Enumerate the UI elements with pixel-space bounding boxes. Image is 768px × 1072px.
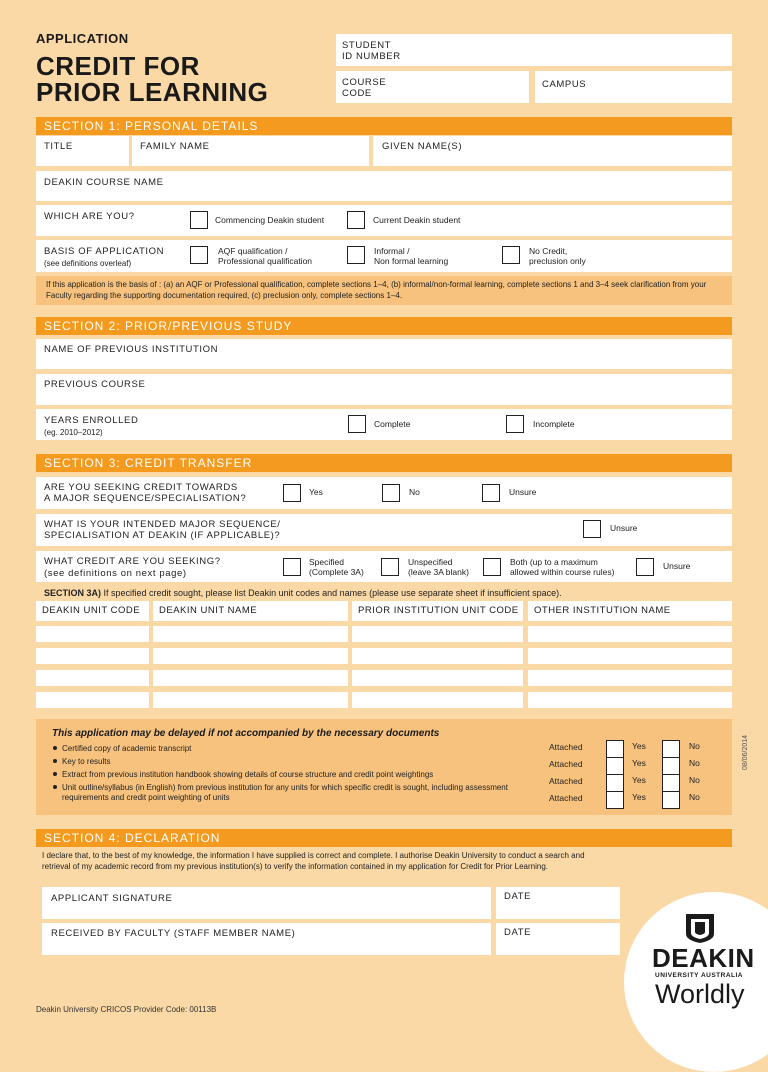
unit-table-cell[interactable]: [528, 670, 732, 686]
both-checkbox[interactable]: [483, 558, 501, 576]
bullet-icon: [53, 746, 57, 750]
q1-label: ARE YOU SEEKING CREDIT TOWARDS A MAJOR SEQUENCE/SPECIALISATION?: [44, 482, 247, 504]
doc-item-transcript: Certified copy of academic transcript: [62, 744, 192, 753]
date-label: DATE: [504, 891, 532, 902]
unspecified-checkbox[interactable]: [381, 558, 399, 576]
attached-label: Attached: [549, 793, 583, 803]
course-code-label: COURSE CODE: [342, 77, 387, 99]
unit-table-cell[interactable]: [352, 692, 523, 708]
logo-tagline: Worldly: [655, 979, 745, 1009]
date-field-2[interactable]: [496, 923, 620, 955]
unspecified-label: Unspecified (leave 3A blank): [408, 557, 469, 577]
section3a-bold: SECTION 3A): [44, 588, 102, 598]
section3a-text: If specified credit sought, please list Deakin unit codes and names (please use separate sheet if insufficient space).: [101, 588, 562, 598]
doc-yes-label: Yes: [632, 792, 646, 802]
basis-note: If this application is the basis of : (a) an AQF or Professional qualification, complete sections 1–4, (b) informal/non-formal learning, complete sections 1 and 3–4 seek clarification from your Faculty regarding the supporting documentation required, (c) preclusion only, complete sections 1–4.: [46, 280, 707, 300]
q1-no-checkbox[interactable]: [382, 484, 400, 502]
attached-label: Attached: [549, 759, 583, 769]
q3-unsure-checkbox[interactable]: [636, 558, 654, 576]
col-prior-unit-code: PRIOR INSTITUTION UNIT CODE: [352, 601, 523, 621]
date-label-2: DATE: [504, 927, 532, 938]
unit-table-cell[interactable]: [528, 626, 732, 642]
signature-label: APPLICANT SIGNATURE: [51, 893, 173, 904]
specified-label: Specified (Complete 3A): [309, 557, 364, 577]
previous-course-label: PREVIOUS COURSE: [44, 379, 146, 390]
page-title-line1: CREDIT FOR: [36, 51, 200, 81]
years-sublabel: (eg. 2010–2012): [44, 428, 103, 437]
no-credit-checkbox[interactable]: [502, 246, 520, 264]
bullet-icon: [53, 759, 57, 763]
q1-yes-checkbox[interactable]: [283, 484, 301, 502]
pre-title: APPLICATION: [36, 31, 129, 46]
bullet-icon: [53, 785, 57, 789]
student-id-label: STUDENT ID NUMBER: [342, 40, 401, 62]
doc-no-checkbox[interactable]: [662, 740, 680, 758]
q1-yes-label: Yes: [309, 487, 323, 497]
doc-yes-label: Yes: [632, 775, 646, 785]
unit-table-cell[interactable]: [36, 648, 149, 664]
incomplete-checkbox[interactable]: [506, 415, 524, 433]
col-deakin-unit-name: DEAKIN UNIT NAME: [153, 601, 348, 621]
unit-table-cell[interactable]: [36, 670, 149, 686]
doc-yes-checkbox[interactable]: [606, 774, 624, 792]
q2-unsure-checkbox[interactable]: [583, 520, 601, 538]
unit-table-cell[interactable]: [153, 692, 348, 708]
informal-checkbox[interactable]: [347, 246, 365, 264]
doc-no-checkbox[interactable]: [662, 757, 680, 775]
q3-unsure-label: Unsure: [663, 561, 691, 571]
doc-yes-checkbox[interactable]: [606, 740, 624, 758]
informal-label: Informal / Non formal learning: [374, 246, 449, 266]
logo-name: DEAKIN: [652, 943, 755, 973]
commencing-label: Commencing Deakin student: [215, 215, 325, 225]
q2-label: WHAT IS YOUR INTENDED MAJOR SEQUENCE/ SPECIALISATION AT DEAKIN (IF APPLICABLE)?: [44, 519, 281, 541]
basis-label: BASIS OF APPLICATION: [44, 246, 165, 257]
given-names-label: GIVEN NAME(S): [382, 141, 463, 152]
basis-sublabel: (see definitions overleaf): [44, 259, 132, 268]
signature-field[interactable]: [42, 887, 491, 919]
course-name-label: DEAKIN COURSE NAME: [44, 177, 164, 188]
received-by-field[interactable]: [42, 923, 491, 955]
aqf-label: AQF qualification / Professional qualification: [218, 246, 313, 266]
doc-no-checkbox[interactable]: [662, 774, 680, 792]
specified-checkbox[interactable]: [283, 558, 301, 576]
family-name-field[interactable]: [132, 136, 369, 166]
page-title-line2: PRIOR LEARNING: [36, 77, 269, 107]
institution-field[interactable]: [36, 339, 732, 369]
doc-yes-label: Yes: [632, 758, 646, 768]
incomplete-label: Incomplete: [533, 419, 575, 429]
unit-table-cell[interactable]: [352, 648, 523, 664]
no-credit-label: No Credit, preclusion only: [529, 246, 586, 266]
given-names-field[interactable]: [373, 136, 732, 166]
q3-label: WHAT CREDIT ARE YOU SEEKING?: [44, 556, 221, 567]
unit-table-cell[interactable]: [352, 626, 523, 642]
previous-course-field[interactable]: [36, 374, 732, 405]
declaration-text: I declare that, to the best of my knowledge, the information I have supplied is correct and complete. I authorise Deakin University to conduct a search and retrieval of my academic record from my previous institution(s) to verify the information contained in my application for Credit for Prior Learning.: [42, 851, 585, 871]
bullet-icon: [53, 772, 57, 776]
attached-label: Attached: [549, 742, 583, 752]
title-label: TITLE: [44, 141, 73, 152]
documents-heading: This application may be delayed if not accompanied by the necessary documents: [52, 728, 440, 739]
q1-no-label: No: [409, 487, 420, 497]
unit-table-cell[interactable]: [36, 692, 149, 708]
attached-label: Attached: [549, 776, 583, 786]
unit-table-cell[interactable]: [153, 670, 348, 686]
unit-table-cell[interactable]: [153, 626, 348, 642]
complete-label: Complete: [374, 419, 411, 429]
campus-label: CAMPUS: [542, 79, 587, 90]
received-by-label: RECEIVED BY FACULTY (STAFF MEMBER NAME): [51, 928, 296, 939]
section1-heading: SECTION 1: PERSONAL DETAILS: [36, 117, 732, 135]
unit-table-cell[interactable]: [36, 626, 149, 642]
section4-heading: SECTION 4: DECLARATION: [36, 829, 732, 847]
doc-yes-label: Yes: [632, 741, 646, 751]
doc-no-label: No: [689, 775, 700, 785]
course-name-field[interactable]: [36, 171, 732, 201]
current-checkbox[interactable]: [347, 211, 365, 229]
q2-unsure-label: Unsure: [610, 523, 638, 533]
basis-note-band: [36, 276, 732, 305]
doc-item-outline: Unit outline/syllabus (in English) from previous institution for any units for which specific credit is sought, including assessment requirements and credit point weighting of units: [62, 783, 508, 802]
unit-table-cell[interactable]: [528, 692, 732, 708]
doc-no-checkbox[interactable]: [662, 791, 680, 809]
course-code-field[interactable]: [336, 71, 529, 103]
q3-sublabel: (see definitions on next page): [44, 568, 187, 579]
doc-no-label: No: [689, 758, 700, 768]
side-date: 08/06/2014: [742, 734, 749, 770]
q1-unsure-checkbox[interactable]: [482, 484, 500, 502]
section3-heading: SECTION 3: CREDIT TRANSFER: [36, 454, 732, 472]
institution-label: NAME OF PREVIOUS INSTITUTION: [44, 344, 219, 355]
campus-field[interactable]: [535, 71, 732, 103]
family-name-label: FAMILY NAME: [140, 141, 210, 152]
complete-checkbox[interactable]: [348, 415, 366, 433]
doc-yes-checkbox[interactable]: [606, 757, 624, 775]
date-field[interactable]: [496, 887, 620, 919]
doc-no-label: No: [689, 741, 700, 751]
col-other-institution: OTHER INSTITUTION NAME: [528, 601, 732, 621]
both-label: Both (up to a maximum allowed within course rules): [510, 557, 615, 577]
col-deakin-unit-code: DEAKIN UNIT CODE: [36, 601, 149, 621]
current-label: Current Deakin student: [373, 215, 461, 225]
doc-no-label: No: [689, 792, 700, 802]
title-field[interactable]: [36, 136, 129, 166]
section2-heading: SECTION 2: PRIOR/PREVIOUS STUDY: [36, 317, 732, 335]
doc-item-handbook: Extract from previous institution handbook showing details of course structure and credit point weightings: [62, 770, 434, 779]
which-label: WHICH ARE YOU?: [44, 211, 135, 222]
logo-subtitle: UNIVERSITY AUSTRALIA: [655, 972, 744, 979]
unit-table-cell[interactable]: [528, 648, 732, 664]
unit-table-cell[interactable]: [352, 670, 523, 686]
doc-item-key: Key to results: [62, 757, 111, 766]
deakin-logo-icon: [682, 912, 718, 944]
cricos-code: Deakin University CRICOS Provider Code: 00113B: [36, 1005, 217, 1014]
years-label: YEARS ENROLLED: [44, 415, 139, 426]
unit-table-cell[interactable]: [153, 648, 348, 664]
q1-unsure-label: Unsure: [509, 487, 537, 497]
doc-yes-checkbox[interactable]: [606, 791, 624, 809]
student-id-field[interactable]: [336, 34, 732, 66]
section3a-note: [44, 588, 562, 598]
commencing-checkbox[interactable]: [190, 211, 208, 229]
aqf-checkbox[interactable]: [190, 246, 208, 264]
